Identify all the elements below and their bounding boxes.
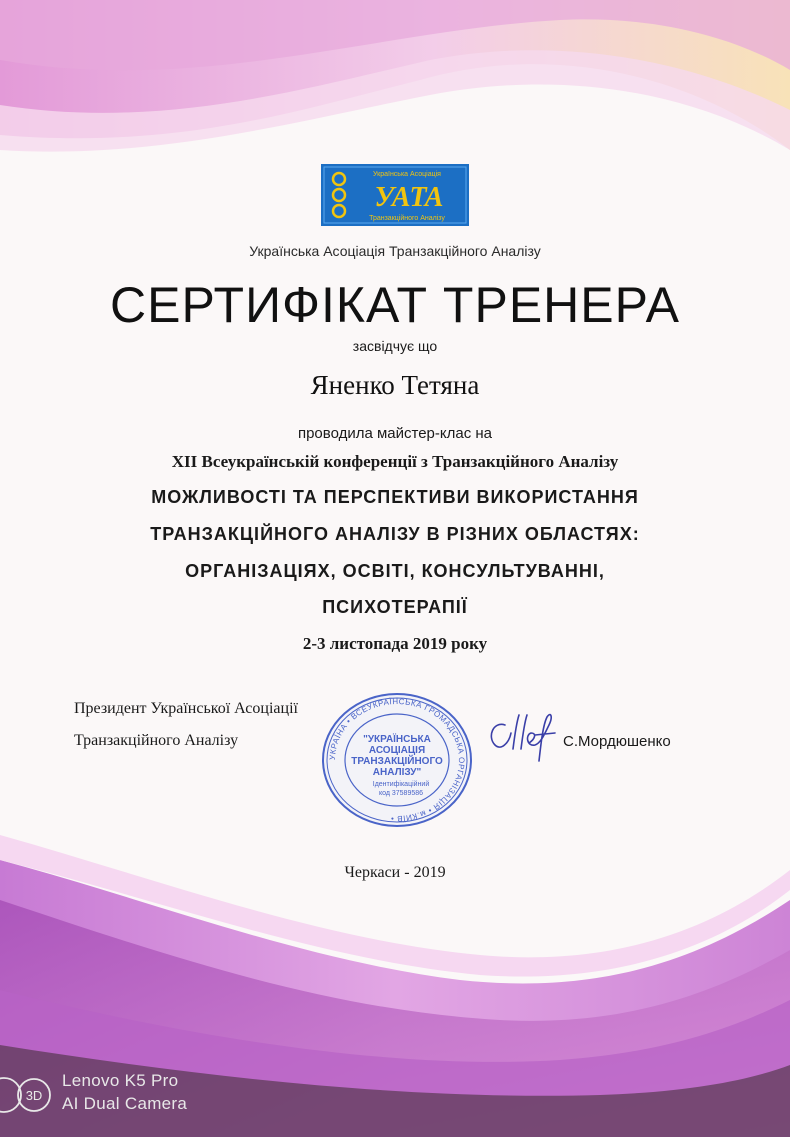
city-year: Черкаси - 2019 [344,864,446,881]
svg-text:АСОЦІАЦІЯ: АСОЦІАЦІЯ [368,745,426,756]
svg-text:АНАЛІЗУ": АНАЛІЗУ" [372,767,422,778]
svg-text:"УКРАЇНСЬКА: "УКРАЇНСЬКА [363,734,431,745]
camera-3d-icon [0,1073,52,1122]
camera-watermark-model: Lenovo K5 Pro [62,1071,179,1090]
president-title-line-1: Президент Української Асоціації [74,700,298,717]
organization-name: Українська Асоціація Транзакційного Аналізу [249,243,541,259]
conference-name: XII Всеукраїнській конференції з Транзакційного Аналізу [171,452,619,471]
svg-text:код 37589586: код 37589586 [378,790,424,797]
svg-text:УКРАЇНА • ВСЕУКРАЇНСЬКА ГРОМАД: УКРАЇНА • ВСЕУКРАЇНСЬКА ГРОМАДСЬКА ОРГАНІЗАЦІЯ • м.КИЇВ • [327,696,467,824]
theme-line: МОЖЛИВОСТІ ТА ПЕРСПЕКТИВИ ВИКОРИСТАННЯ [151,487,639,507]
svg-text:Ідентифікаційний: Ідентифікаційний [372,781,430,788]
conducted-text: проводила майстер-клас на [297,425,493,442]
svg-text:3D: 3D [25,1088,43,1103]
theme-line: ТРАНЗАКЦІЙНОГО АНАЛІЗУ В РІЗНИХ ОБЛАСТЯХ: [150,524,640,544]
theme-line: ПСИХОТЕРАПІЇ [322,597,468,617]
uata-logo [321,164,469,226]
event-dates: 2-3 листопада 2019 року [302,634,488,653]
signer-name: С.Мордюшенко [563,733,671,750]
svg-text:Транзакційного Аналізу: Транзакційного Аналізу [369,215,445,222]
handwritten-signature [483,703,563,768]
recipient-name: Яненко Тетяна [310,370,480,400]
svg-text:УАТА: УАТА [374,182,444,213]
certificate-title: СЕРТИФІКАТ ТРЕНЕРА [109,277,680,333]
official-stamp [317,690,477,835]
president-title-line-2: Транзакційного Аналізу [74,732,239,749]
camera-watermark-feature: AI Dual Camera [62,1094,188,1113]
svg-text:Українська Асоціація: Українська Асоціація [373,171,441,178]
certifies-text: засвідчує що [352,338,438,354]
theme-line: ОРГАНІЗАЦІЯХ, ОСВІТІ, КОНСУЛЬТУВАННІ, [185,561,605,581]
svg-text:ТРАНЗАКЦІЙНОГО: ТРАНЗАКЦІЙНОГО [351,756,443,767]
